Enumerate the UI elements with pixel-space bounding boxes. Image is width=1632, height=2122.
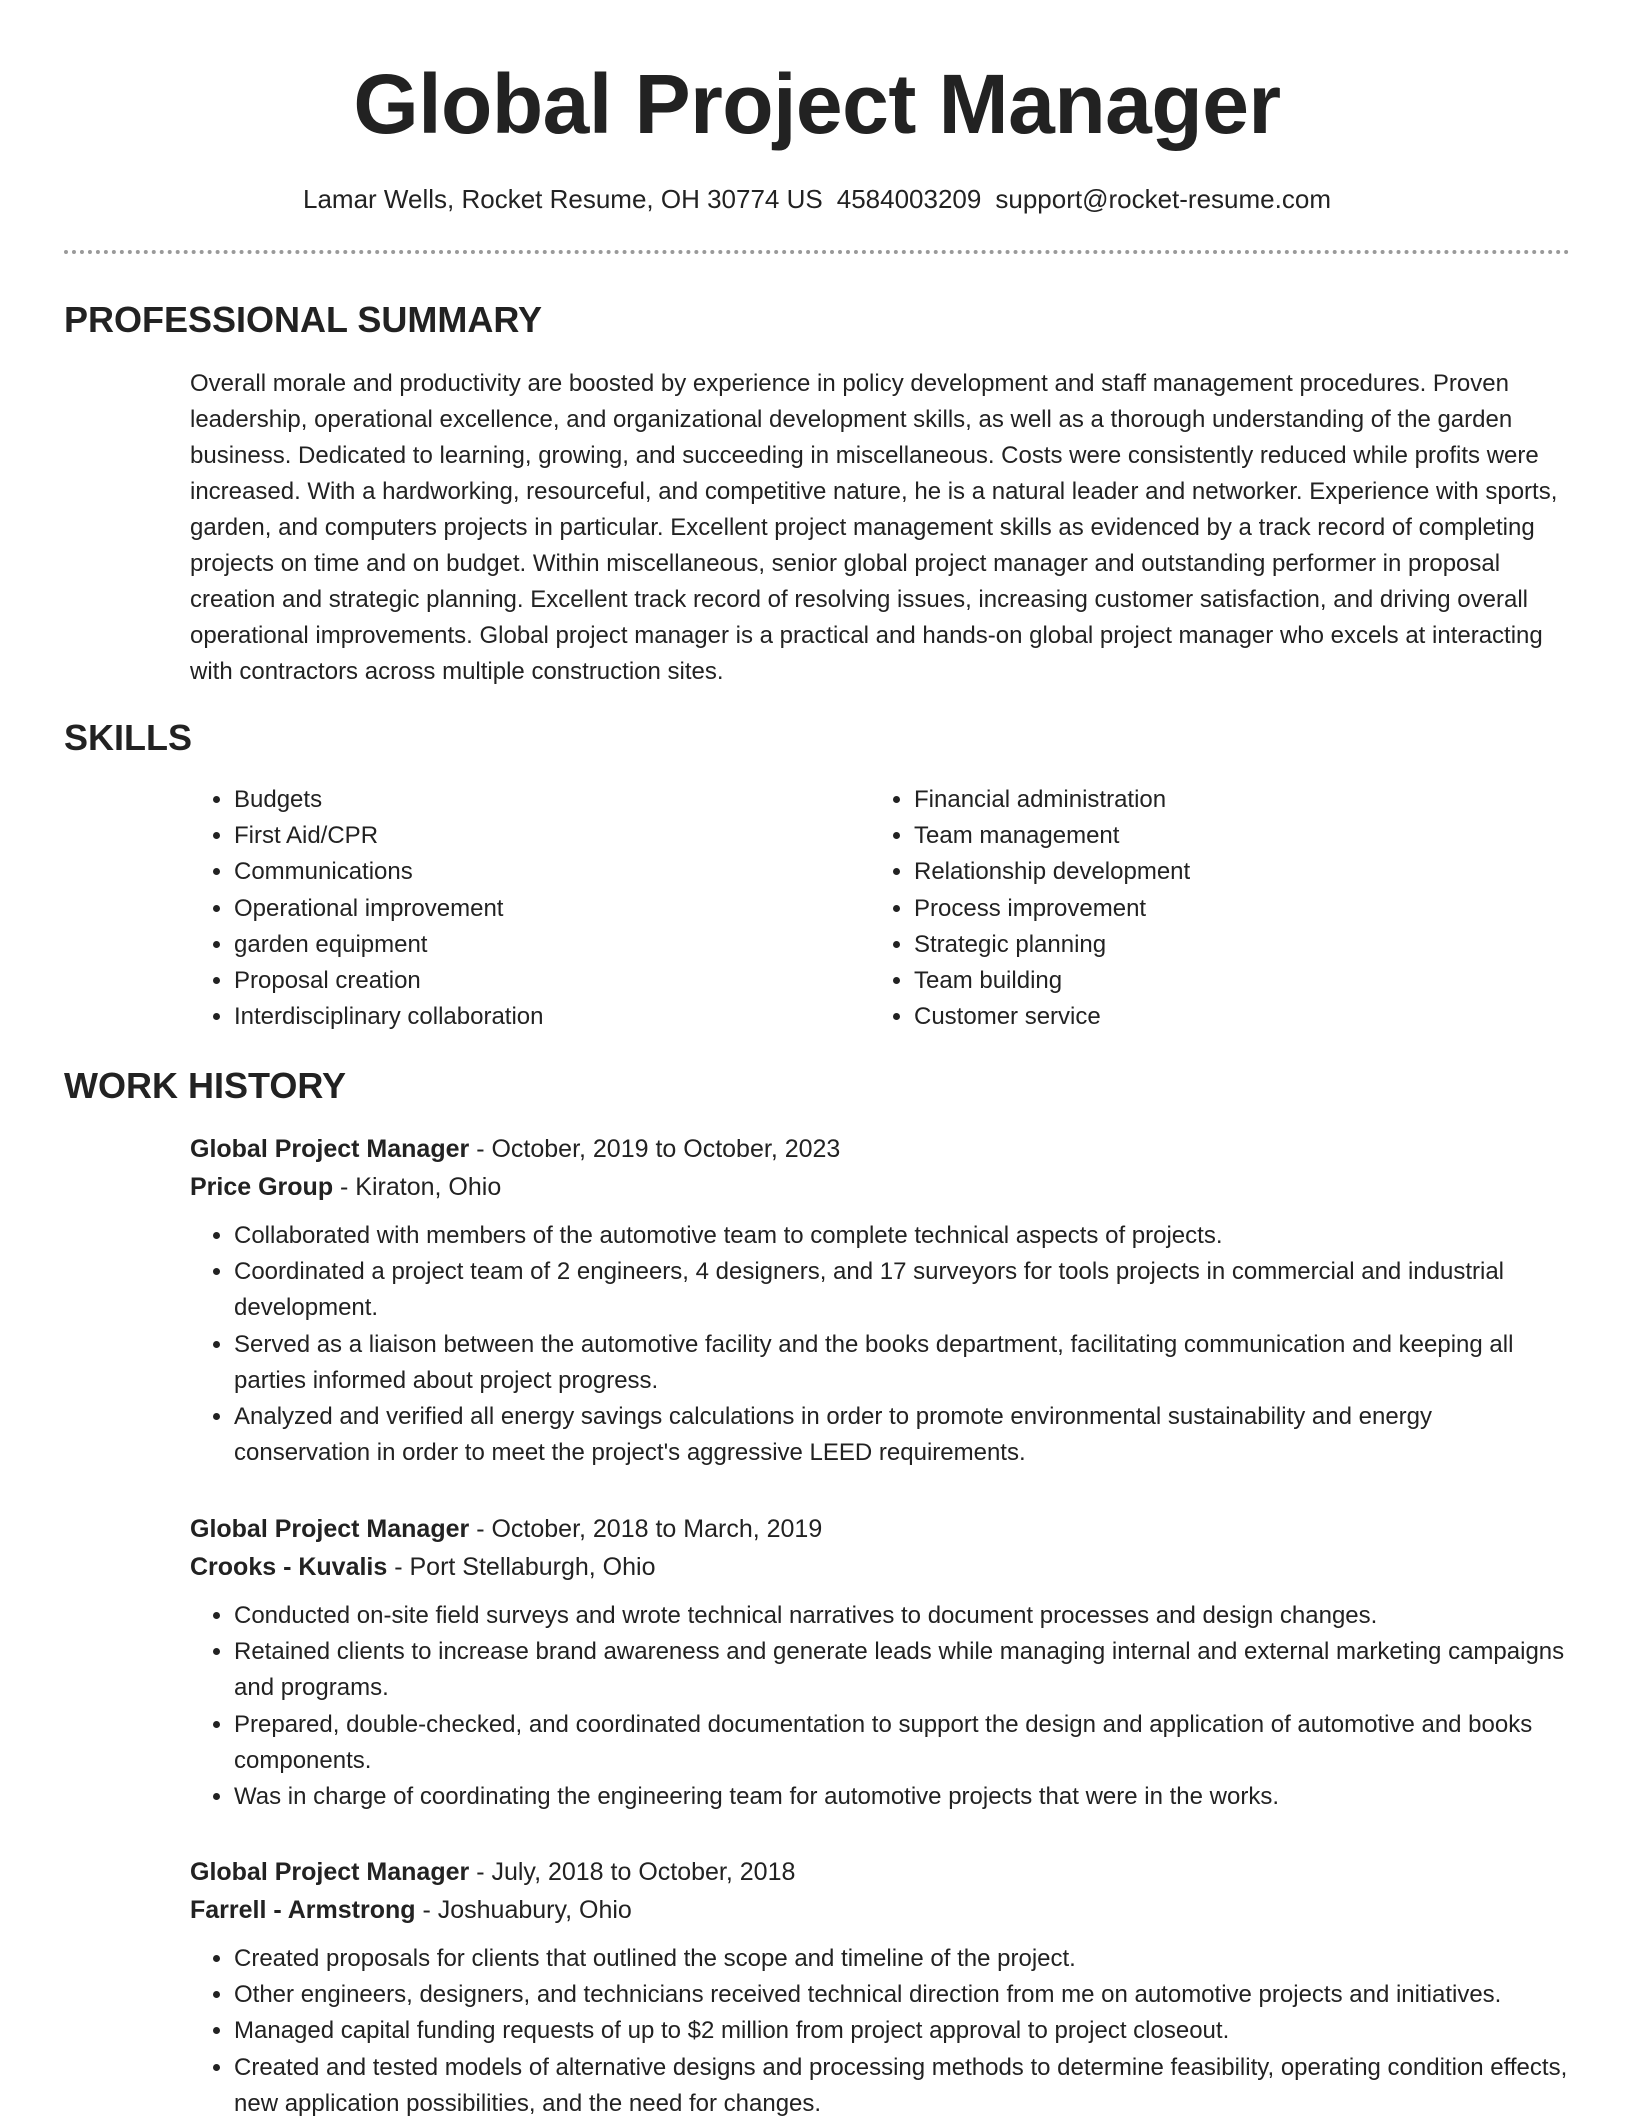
job-bullet: • Prepared, double-checked, and coordinated documentation to support the design and application of automotive and books components. [234, 1707, 1570, 1779]
skills-list [190, 782, 1570, 1035]
resume-name: Global Project Manager [353, 57, 1281, 151]
contact-address: Lamar Wells, Rocket Resume, OH 30774 US [303, 184, 823, 214]
job-title-line [190, 1130, 1570, 1168]
skill-item: • Communications [234, 854, 870, 890]
skill-item: • Process improvement [914, 891, 1550, 927]
job-dates: - October, 2018 to March, 2019 [469, 1515, 823, 1543]
job-bullet: • Coordinated a project team of 2 engineers, 4 designers, and 17 surveyors for tools projects in commercial and industrial development. [234, 1254, 1570, 1326]
job-company-line [190, 1168, 1570, 1206]
job-role: Global Project Manager [190, 1515, 470, 1543]
job-bullet: • Retained clients to increase brand awareness and generate leads while managing internal and external marketing campaigns and programs. [234, 1634, 1570, 1706]
job-bullets [190, 1941, 1570, 2122]
job-bullet: • Collaborated with members of the automotive team to complete technical aspects of projects. [234, 1218, 1570, 1254]
skill-item: • garden equipment [234, 927, 870, 963]
skill-item: • First Aid/CPR [234, 818, 870, 854]
resume-page [64, 0, 1570, 2117]
contact-email: support@rocket-resume.com [995, 184, 1331, 214]
job-bullet: • Was in charge of coordinating the engineering team for automotive projects that were in the works. [234, 1779, 1570, 1815]
job-bullet: • Created proposals for clients that outlined the scope and timeline of the project. [234, 1941, 1570, 1977]
job-bullet: • Served as a liaison between the automotive facility and the books department, facilitating communication and keeping all parties informed about project progress. [234, 1327, 1570, 1399]
skill-item: • Relationship development [914, 854, 1550, 890]
job-bullet: • Managed capital funding requests of up to $2 million from project approval to project closeout. [234, 2013, 1570, 2049]
job-entry [190, 1853, 1570, 2122]
job-bullet: • Conducted on-site field surveys and wrote technical narratives to document processes and design changes. [234, 1598, 1570, 1634]
skills-column-left [190, 782, 870, 1035]
job-title-line [190, 1853, 1570, 1891]
job-bullet: • Analyzed and verified all energy savings calculations in order to promote environmental sustainability and energy conservation in order to meet the project's aggressive LEED requirements. [234, 1399, 1570, 1471]
job-location: - Joshuabury, Ohio [415, 1896, 632, 1924]
skill-item: • Financial administration [914, 782, 1550, 818]
job-title-line [190, 1510, 1570, 1548]
job-dates: - October, 2019 to October, 2023 [469, 1135, 841, 1163]
job-bullet: • Other engineers, designers, and technicians received technical direction from me on automotive projects and initiatives. [234, 1977, 1570, 2013]
skill-item: • Team building [914, 963, 1550, 999]
job-role: Global Project Manager [190, 1135, 470, 1163]
job-bullets [190, 1598, 1570, 1815]
skill-item: • Operational improvement [234, 891, 870, 927]
job-entry [190, 1510, 1570, 1815]
skills-column-right [870, 782, 1550, 1035]
job-role: Global Project Manager [190, 1858, 470, 1886]
skill-item: • Budgets [234, 782, 870, 818]
header-divider [64, 250, 1570, 254]
job-company: Price Group [190, 1173, 334, 1201]
skill-item: • Team management [914, 818, 1550, 854]
job-company-line [190, 1891, 1570, 1929]
skill-item: • Proposal creation [234, 963, 870, 999]
job-dates: - July, 2018 to October, 2018 [469, 1858, 796, 1886]
skill-item: • Customer service [914, 999, 1550, 1035]
summary-text: Overall morale and productivity are boosted by experience in policy development and staff management procedures. Proven leadership, operational excellence, and organizational development skills, as well as a thorough understanding of the garden business. Dedicated to learning, growing, and succeeding in miscellaneous. Costs were consistently reduced while profits were increased. With a hardworking, resourceful, and competitive nature, he is a natural leader and networker. Experience with sports, garden, and computers projects in particular. Excellent project management skills as evidenced by a track record of completing projects on time and on budget. Within miscellaneous, senior global project manager and outstanding performer in proposal creation and strategic planning. Excellent track record of resolving issues, increasing customer satisfaction, and driving overall operational improvements. Global project manager is a practical and hands-on global project manager who excels at interacting with contractors across multiple construction sites. [190, 370, 1558, 685]
contact-line [64, 182, 1570, 216]
skills-heading: SKILLS [64, 717, 193, 758]
skill-item: • Interdisciplinary collaboration [234, 999, 870, 1035]
job-company: Crooks - Kuvalis [190, 1553, 388, 1581]
job-bullets [190, 1218, 1570, 1471]
job-company-line [190, 1548, 1570, 1586]
job-company: Farrell - Armstrong [190, 1896, 416, 1924]
job-location: - Kiraton, Ohio [333, 1173, 502, 1201]
job-entry [190, 1130, 1570, 1471]
job-location: - Port Stellaburgh, Ohio [387, 1553, 656, 1581]
contact-phone: 4584003209 [836, 184, 982, 214]
summary-heading: PROFESSIONAL SUMMARY [64, 299, 543, 340]
work-history-heading: WORK HISTORY [64, 1065, 347, 1106]
skill-item: • Strategic planning [914, 927, 1550, 963]
job-bullet: • Created and tested models of alternative designs and processing methods to determine feasibility, operating condition effects, new application possibilities, and the need for changes. [234, 2050, 1570, 2122]
